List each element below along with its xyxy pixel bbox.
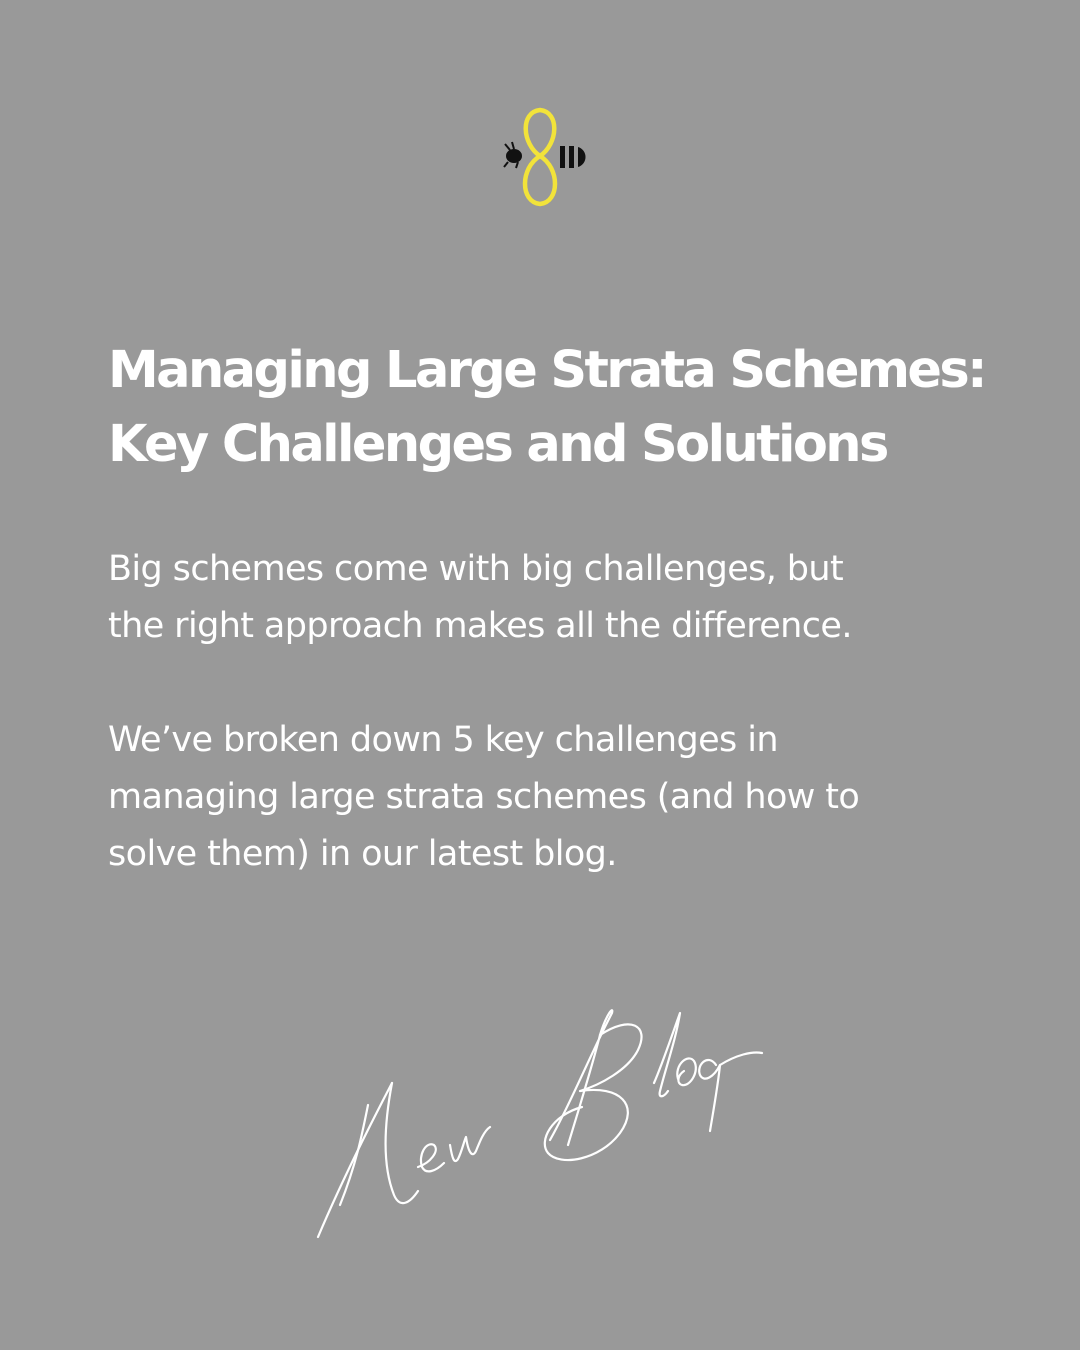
intro-line-1: Big schemes come with big challenges, but	[108, 549, 844, 589]
intro-paragraph	[108, 541, 988, 655]
details-line-1: We’ve broken down 5 key challenges in	[108, 720, 778, 760]
details-line-2: managing large strata schemes (and how to	[108, 777, 860, 817]
brand-logo	[500, 104, 590, 210]
handwritten-new-blog-icon	[300, 995, 780, 1255]
details-paragraph	[108, 712, 988, 883]
details-line-3: solve them) in our latest blog.	[108, 834, 617, 874]
intro-line-2: the right approach makes all the difference.	[108, 606, 852, 646]
bee-logo-icon	[500, 104, 590, 210]
title-line-2: Key Challenges and Solutions	[108, 415, 887, 474]
page-title	[108, 334, 1008, 482]
new-blog-signature	[300, 995, 780, 1255]
title-line-1: Managing Large Strata Schemes:	[108, 341, 985, 400]
